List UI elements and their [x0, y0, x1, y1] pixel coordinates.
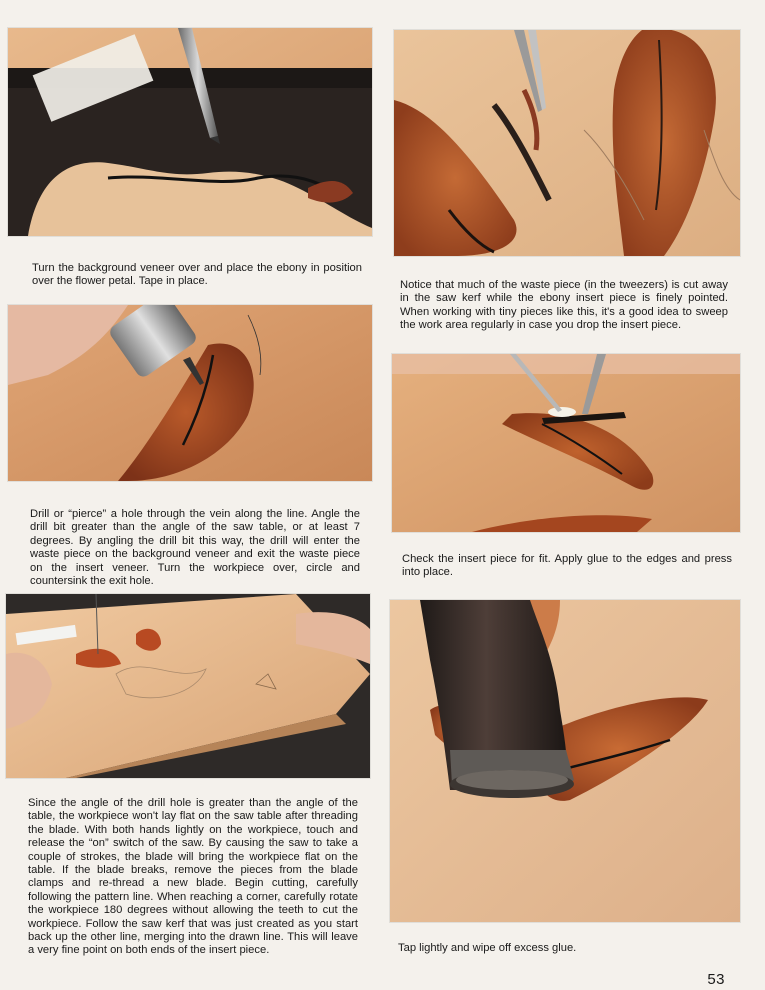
- caption-step-6: Tap lightly and wipe off excess glue.: [398, 942, 577, 954]
- caption-step-3: Drill or “pierce” a hole through the vein along the line. Angle the drill bit greater than the angle of the saw table, or at least 7 degrees. By angling the drill bit this way, the drill will enter the waste piece on the background veneer and exit the waste piece on the insert veneer. Turn the workpiece over, circle and countersink the exit hole.: [30, 508, 360, 588]
- caption-step-5: Since the angle of the drill hole is greater than the angle of the table, the workpiece won't lay flat on the saw table after threading the blade. With both hands lightly on the workpiece, touch and release the “on” switch of the saw. By causing the saw to take a couple of strokes, the blade will bring the workpiece flat on the table. If the blade breaks, remove the pieces from the blade clamps and re-thread a new blade. Begin cutting, carefully following the pattern line. When reaching a corner, carefully rotate the workpiece 180 degrees without allowing the teeth to cut the workpiece. Follow the saw kerf that was just created as you start back up the other line, merging into the drawn line. This will leave a very fine point on both ends of the insert piece.: [28, 797, 358, 957]
- caption-step-2: Notice that much of the waste piece (in the tweezers) is cut away in the saw kerf while the ebony insert piece is finely pointed. When working with tiny pieces like this, it's a good idea to sweep the work area regularly in case you drop the insert piece.: [400, 279, 728, 332]
- photo-step-2: [394, 30, 740, 256]
- photo-step-6: [390, 600, 740, 922]
- page-number: 53: [707, 971, 725, 988]
- photo-step-4: [392, 354, 740, 532]
- photo-step-5: [6, 594, 370, 778]
- photo-step-3: [8, 305, 372, 481]
- caption-step-4: Check the insert piece for fit. Apply glue to the edges and press into place.: [402, 553, 732, 579]
- photo-step-1: [8, 28, 372, 236]
- caption-step-1: Turn the background veneer over and place the ebony in position over the flower petal. Tape in place.: [32, 262, 362, 288]
